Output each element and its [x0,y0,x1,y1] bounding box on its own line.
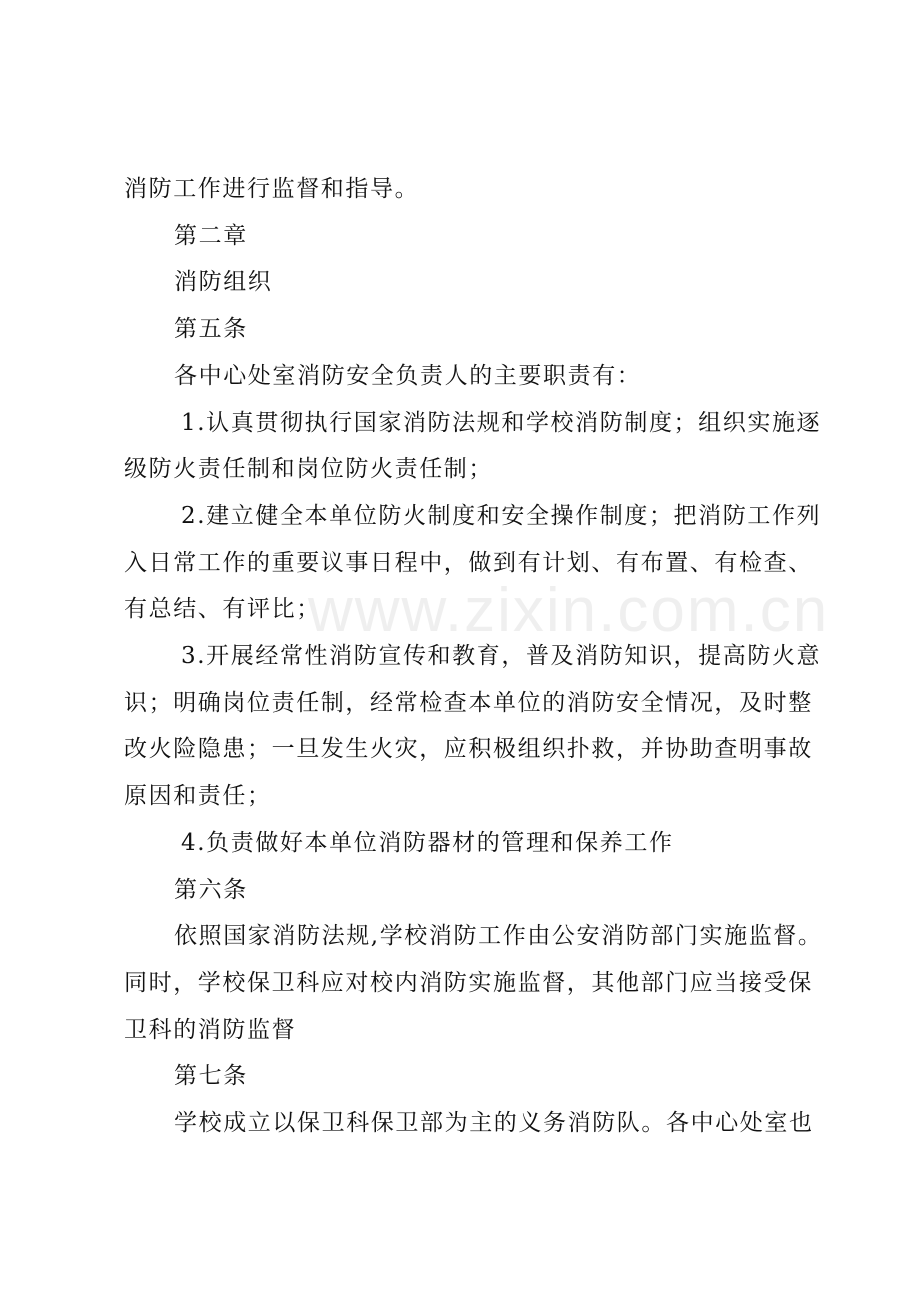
article-heading: 第六条 [174,876,248,903]
list-item: 3.开展经常性消防宣传和教育，普及消防知识，提高防火意识；明确岗位责任制，经常检查本单位的消防安全情况，及时整改火险隐患；一旦发生火灾，应积极组织扑救，并协助查明事故原因和责任； [124,643,822,810]
article-heading: 第七条 [174,1063,248,1090]
article-heading: 第五条 [174,316,248,343]
list-item: 1.认真贯彻执行国家消防法规和学校消防制度；组织实施逐级防火责任制和岗位防火责任制； [124,409,822,483]
chapter-title: 消防组织 [174,269,273,296]
document-body [124,166,824,1147]
paragraph: 各中心处室消防安全负责人的主要职责有： [174,362,642,389]
list-item: 2.建立健全本单位防火制度和安全操作制度；把消防工作列入日常工作的重要议事日程中，做到有计划、有布置、有检查、有总结、有评比； [124,502,822,623]
watermark: www.zixin.com.cn [308,576,830,645]
chapter-heading: 第二章 [174,222,248,249]
paragraph: 依照国家消防法规,学校消防工作由公安消防部门实施监督。同时，学校保卫科应对校内消防实施监督，其他部门应当接受保卫科的消防监督 [124,923,823,1043]
paragraph-continuation: 消防工作进行监督和指导。 [124,176,420,202]
list-item: 4.负责做好本单位消防器材的管理和保养工作 [181,829,674,856]
paragraph: 学校成立以保卫科保卫部为主的义务消防队。各中心处室也 [174,1110,814,1137]
